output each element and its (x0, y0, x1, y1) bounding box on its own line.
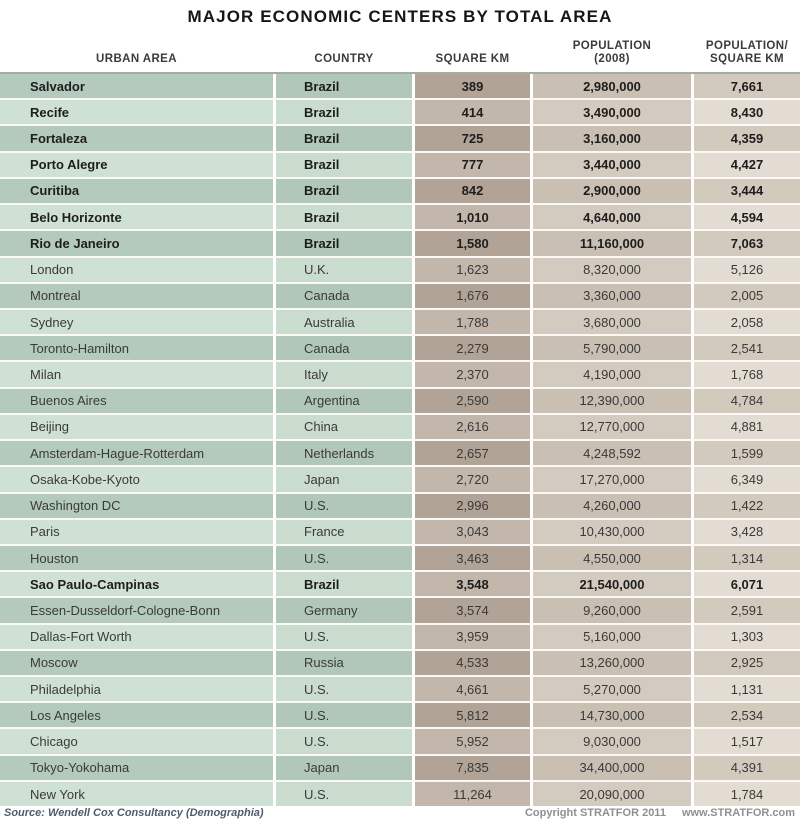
density-cell: 2,541 (691, 336, 800, 360)
population-cell: 12,770,000 (530, 415, 691, 439)
population-cell: 4,190,000 (530, 362, 691, 386)
density-cell: 1,517 (691, 729, 800, 753)
country-cell: U.S. (273, 494, 412, 518)
urban-area-cell: Philadelphia (0, 677, 273, 701)
table-row (0, 780, 800, 806)
population-cell: 5,270,000 (530, 677, 691, 701)
country-cell: Japan (273, 467, 412, 491)
urban-area-cell: Chicago (0, 729, 273, 753)
country-cell: U.S. (273, 677, 412, 701)
density-cell: 2,005 (691, 284, 800, 308)
table-row (0, 203, 800, 229)
square-km-cell: 3,959 (412, 625, 530, 649)
urban-area-cell: Recife (0, 100, 273, 124)
density-cell: 1,784 (691, 782, 800, 806)
square-km-cell: 2,590 (412, 389, 530, 413)
table-row (0, 177, 800, 203)
country-cell: Brazil (273, 100, 412, 124)
density-cell: 2,591 (691, 598, 800, 622)
column-header-label: POPULATION/ (705, 39, 789, 52)
density-cell: 1,303 (691, 625, 800, 649)
density-cell: 1,314 (691, 546, 800, 570)
country-cell: Germany (273, 598, 412, 622)
density-cell: 7,661 (691, 74, 800, 98)
urban-area-cell: Los Angeles (0, 703, 273, 727)
urban-area-cell: London (0, 258, 273, 282)
urban-area-cell: Amsterdam-Hague-Rotterdam (0, 441, 273, 465)
density-cell: 4,594 (691, 205, 800, 229)
population-cell: 4,640,000 (530, 205, 691, 229)
country-cell: U.S. (273, 782, 412, 806)
urban-area-cell: Paris (0, 520, 273, 544)
urban-area-cell: Montreal (0, 284, 273, 308)
website-text: www.STRATFOR.com (681, 807, 795, 819)
urban-area-cell: Belo Horizonte (0, 205, 273, 229)
column-header-label: (2008) (594, 53, 630, 66)
density-cell: 2,058 (691, 310, 800, 334)
population-cell: 17,270,000 (530, 467, 691, 491)
square-km-cell: 2,996 (412, 494, 530, 518)
population-cell: 20,090,000 (530, 782, 691, 806)
copyright-block (525, 807, 795, 819)
square-km-cell: 842 (412, 179, 530, 203)
population-cell: 5,160,000 (530, 625, 691, 649)
density-cell: 3,428 (691, 520, 800, 544)
country-cell: China (273, 415, 412, 439)
urban-area-cell: Fortaleza (0, 126, 273, 150)
square-km-cell: 2,279 (412, 336, 530, 360)
table-row (0, 623, 800, 649)
table-row (0, 229, 800, 255)
copyright-text: Copyright STRATFOR 2011 (524, 807, 666, 819)
table-row (0, 256, 800, 282)
population-cell: 4,260,000 (530, 494, 691, 518)
population-cell: 3,680,000 (530, 310, 691, 334)
table-row (0, 675, 800, 701)
table-row (0, 492, 800, 518)
square-km-cell: 3,574 (412, 598, 530, 622)
square-km-cell: 1,788 (412, 310, 530, 334)
population-cell: 5,790,000 (530, 336, 691, 360)
table-body (0, 72, 800, 806)
urban-area-cell: Buenos Aires (0, 389, 273, 413)
population-cell: 3,440,000 (530, 153, 691, 177)
source-credit: Source: Wendell Cox Consultancy (Demographia) (4, 807, 264, 819)
density-cell: 6,071 (691, 572, 800, 596)
population-cell: 9,260,000 (530, 598, 691, 622)
table-row (0, 360, 800, 386)
page-title: MAJOR ECONOMIC CENTERS BY TOTAL AREA (187, 7, 613, 26)
column-header-label: COUNTRY (314, 53, 374, 66)
urban-area-cell: Salvador (0, 74, 273, 98)
square-km-cell: 7,835 (412, 756, 530, 780)
country-cell: France (273, 520, 412, 544)
square-km-cell: 11,264 (412, 782, 530, 806)
table-row (0, 439, 800, 465)
density-cell: 4,881 (691, 415, 800, 439)
country-cell: Brazil (273, 74, 412, 98)
column-header-urban-area (0, 53, 273, 72)
density-cell: 6,349 (691, 467, 800, 491)
population-cell: 4,550,000 (530, 546, 691, 570)
square-km-cell: 1,623 (412, 258, 530, 282)
square-km-cell: 777 (412, 153, 530, 177)
population-cell: 10,430,000 (530, 520, 691, 544)
square-km-cell: 3,463 (412, 546, 530, 570)
urban-area-cell: Osaka-Kobe-Kyoto (0, 467, 273, 491)
urban-area-cell: Sao Paulo-Campinas (0, 572, 273, 596)
population-cell: 2,980,000 (530, 74, 691, 98)
population-cell: 2,900,000 (530, 179, 691, 203)
country-cell: Italy (273, 362, 412, 386)
table-row (0, 465, 800, 491)
urban-area-cell: New York (0, 782, 273, 806)
population-cell: 11,160,000 (530, 231, 691, 255)
population-cell: 13,260,000 (530, 651, 691, 675)
square-km-cell: 1,010 (412, 205, 530, 229)
urban-area-cell: Dallas-Fort Worth (0, 625, 273, 649)
urban-area-cell: Porto Alegre (0, 153, 273, 177)
square-km-cell: 4,533 (412, 651, 530, 675)
column-header-label: SQUARE KM (710, 53, 784, 66)
urban-area-cell: Washington DC (0, 494, 273, 518)
table-row (0, 308, 800, 334)
country-cell: U.S. (273, 546, 412, 570)
column-header-square-km (412, 53, 530, 72)
square-km-cell: 4,661 (412, 677, 530, 701)
urban-area-cell: Beijing (0, 415, 273, 439)
country-cell: Australia (273, 310, 412, 334)
square-km-cell: 3,043 (412, 520, 530, 544)
table-row (0, 649, 800, 675)
table-row (0, 151, 800, 177)
urban-area-cell: Toronto-Hamilton (0, 336, 273, 360)
urban-area-cell: Moscow (0, 651, 273, 675)
country-cell: Brazil (273, 179, 412, 203)
column-header-country (273, 53, 412, 72)
country-cell: U.S. (273, 625, 412, 649)
square-km-cell: 389 (412, 74, 530, 98)
density-cell: 8,430 (691, 100, 800, 124)
population-cell: 4,248,592 (530, 441, 691, 465)
country-cell: Brazil (273, 153, 412, 177)
country-cell: Brazil (273, 126, 412, 150)
table-row (0, 518, 800, 544)
urban-area-cell: Milan (0, 362, 273, 386)
table-row (0, 596, 800, 622)
density-cell: 1,768 (691, 362, 800, 386)
density-cell: 4,359 (691, 126, 800, 150)
table-row (0, 387, 800, 413)
density-cell: 4,427 (691, 153, 800, 177)
population-cell: 9,030,000 (530, 729, 691, 753)
square-km-cell: 5,952 (412, 729, 530, 753)
urban-area-cell: Curitiba (0, 179, 273, 203)
square-km-cell: 414 (412, 100, 530, 124)
country-cell: Brazil (273, 205, 412, 229)
column-header-population (530, 40, 691, 72)
density-cell: 2,534 (691, 703, 800, 727)
population-cell: 8,320,000 (530, 258, 691, 282)
square-km-cell: 2,370 (412, 362, 530, 386)
table-row (0, 754, 800, 780)
population-cell: 14,730,000 (530, 703, 691, 727)
density-cell: 3,444 (691, 179, 800, 203)
column-header-label: POPULATION (572, 39, 652, 52)
country-cell: Russia (273, 651, 412, 675)
population-cell: 21,540,000 (530, 572, 691, 596)
country-cell: Brazil (273, 231, 412, 255)
table-row (0, 701, 800, 727)
square-km-cell: 1,580 (412, 231, 530, 255)
density-cell: 1,422 (691, 494, 800, 518)
table-row (0, 544, 800, 570)
population-cell: 34,400,000 (530, 756, 691, 780)
density-cell: 4,391 (691, 756, 800, 780)
table-row (0, 124, 800, 150)
country-cell: Japan (273, 756, 412, 780)
country-cell: Canada (273, 336, 412, 360)
density-cell: 2,925 (691, 651, 800, 675)
country-cell: U.S. (273, 729, 412, 753)
density-cell: 1,131 (691, 677, 800, 701)
urban-area-cell: Tokyo-Yokohama (0, 756, 273, 780)
density-cell: 7,063 (691, 231, 800, 255)
table-row (0, 570, 800, 596)
urban-area-cell: Rio de Janeiro (0, 231, 273, 255)
column-header-density (691, 40, 800, 72)
table-row (0, 413, 800, 439)
urban-area-cell: Houston (0, 546, 273, 570)
urban-area-cell: Essen-Dusseldorf-Cologne-Bonn (0, 598, 273, 622)
urban-area-cell: Sydney (0, 310, 273, 334)
square-km-cell: 725 (412, 126, 530, 150)
population-cell: 12,390,000 (530, 389, 691, 413)
square-km-cell: 1,676 (412, 284, 530, 308)
table-row (0, 74, 800, 98)
table-row (0, 334, 800, 360)
country-cell: Brazil (273, 572, 412, 596)
table-row (0, 98, 800, 124)
column-header-label: URBAN AREA (96, 53, 177, 66)
table-row (0, 282, 800, 308)
population-cell: 3,490,000 (530, 100, 691, 124)
table-row (0, 727, 800, 753)
country-cell: Canada (273, 284, 412, 308)
square-km-cell: 3,548 (412, 572, 530, 596)
square-km-cell: 2,657 (412, 441, 530, 465)
square-km-cell: 2,616 (412, 415, 530, 439)
footer (0, 806, 800, 820)
population-cell: 3,360,000 (530, 284, 691, 308)
country-cell: U.K. (273, 258, 412, 282)
density-cell: 5,126 (691, 258, 800, 282)
column-header-label: SQUARE KM (435, 53, 510, 66)
population-cell: 3,160,000 (530, 126, 691, 150)
column-header-row (0, 30, 800, 72)
country-cell: Netherlands (273, 441, 412, 465)
square-km-cell: 2,720 (412, 467, 530, 491)
density-cell: 4,784 (691, 389, 800, 413)
country-cell: U.S. (273, 703, 412, 727)
square-km-cell: 5,812 (412, 703, 530, 727)
density-cell: 1,599 (691, 441, 800, 465)
country-cell: Argentina (273, 389, 412, 413)
